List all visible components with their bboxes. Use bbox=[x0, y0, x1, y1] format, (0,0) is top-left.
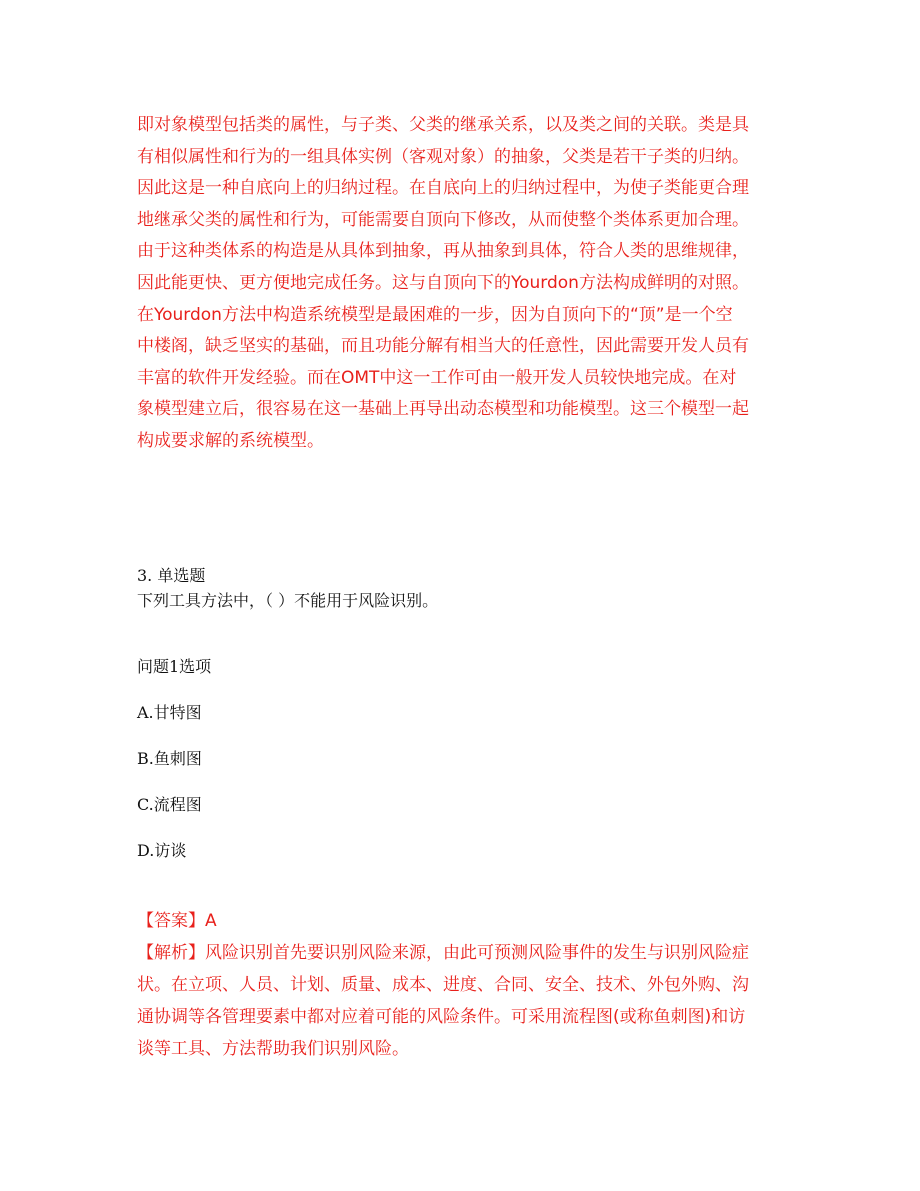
question-number-type: 3. 单选题 bbox=[137, 566, 206, 585]
explanation-line: 在Yourdon方法中构造系统模型是最困难的一步，因为自顶向下的“顶”是一个空 bbox=[137, 304, 733, 325]
explanation-line: 即对象模型包括类的属性，与子类、父类的继承关系，以及类之间的关联。类是具 bbox=[137, 115, 749, 135]
answer-line: 【答案】A bbox=[137, 911, 217, 931]
option-d: D.访谈 bbox=[137, 841, 187, 860]
explanation-line: 有相似属性和行为的一组具体实例（客观对象）的抽象，父类是若干子类的归纳。 bbox=[137, 146, 749, 167]
analysis-line: 通协调等各管理要素中都对应着可能的风险条件。可采用流程图(或称鱼刺图)和访 bbox=[137, 1007, 746, 1027]
analysis-line: 状。在立项、人员、计划、质量、成本、进度、合同、安全、技术、外包外购、沟 bbox=[137, 975, 749, 995]
explanation-line: 象模型建立后，很容易在这一基础上再导出动态模型和功能模型。这三个模型一起 bbox=[137, 399, 749, 420]
explanation-line: 因此能更快、更方便地完成任务。这与自顶向下的Yourdon方法构成鲜明的对照。 bbox=[137, 272, 749, 293]
option-c: C.流程图 bbox=[137, 795, 202, 814]
option-a: A.甘特图 bbox=[137, 703, 202, 722]
analysis-line: 谈等工具、方法帮助我们识别风险。 bbox=[137, 1039, 409, 1059]
explanation-text-block bbox=[137, 110, 797, 458]
analysis-line: 【解析】风险识别首先要识别风险来源，由此可预测风险事件的发生与识别风险症 bbox=[137, 943, 749, 963]
explanation-line: 构成要求解的系统模型。 bbox=[137, 430, 324, 451]
explanation-line: 因此这是一种自底向上的归纳过程。在自底向上的归纳过程中，为使子类能更合理 bbox=[137, 178, 749, 199]
explanation-line: 地继承父类的属性和行为，可能需要自顶向下修改，从而使整个类体系更加合理。 bbox=[137, 209, 749, 230]
explanation-line: 由于这种类体系的构造是从具体到抽象，再从抽象到具体，符合人类的思维规律， bbox=[137, 241, 749, 262]
option-b: B.鱼刺图 bbox=[137, 749, 202, 768]
explanation-line: 中楼阁，缺乏坚实的基础，而且功能分解有相当大的任意性，因此需要开发人员有 bbox=[137, 336, 749, 357]
answer-block bbox=[137, 905, 797, 1065]
explanation-line: 丰富的软件开发经验。而在OMT中这一工作可由一般开发人员较快地完成。在对 bbox=[137, 367, 737, 388]
options-heading: 问题1选项 bbox=[137, 657, 212, 676]
question-stem: 下列工具方法中，（ ）不能用于风险识别。 bbox=[137, 591, 439, 610]
